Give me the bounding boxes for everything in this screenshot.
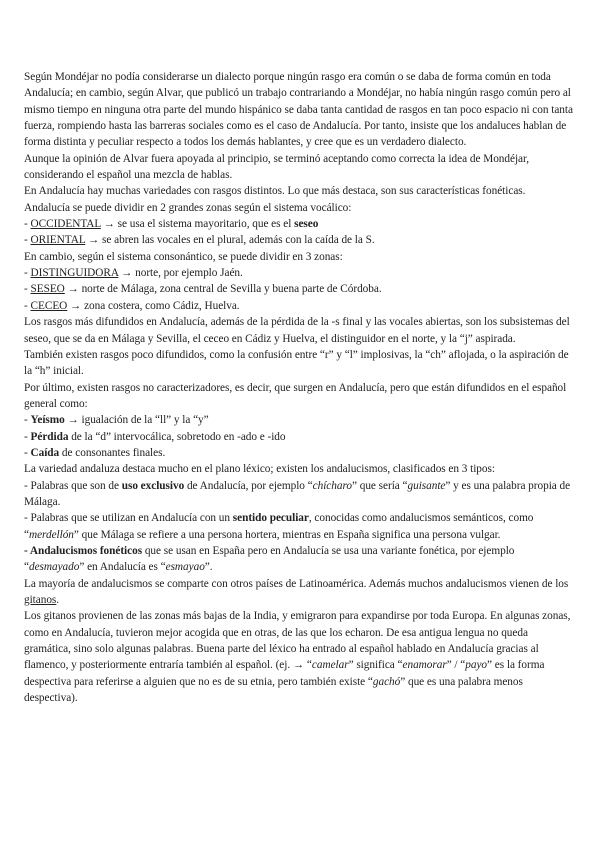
paragraph-rasgos-difundidos: Los rasgos más difundidos en Andalucía, además de la pérdida de la -s final y las vocales abiertas, son los subsistemas del seseo, que se da en Málaga y Sevilla, el ceceo en Cádiz y Huelva, el distinguidor en el norte, y la “j” aspirada. [24, 316, 570, 345]
term-occidental: OCCIDENTAL [30, 218, 101, 231]
term-ceceo: CECEO [30, 299, 68, 312]
term-distinguidora: DISTINGUIDORA [30, 267, 119, 280]
paragraph-alvar-opinion: Aunque la opinión de Alvar fuera apoyada al principio, se terminó aceptando como correcta la idea de Mondéjar, considerando el español una mezcla de hablas. [24, 152, 530, 182]
paragraph-rasgos-no-caracterizadores: Por último, existen rasgos no caracterizadores, es decir, que surgen en Andalucía, pero que están difundidos en el español general como: [24, 381, 567, 410]
paragraph-mondejar-alvar: Según Mondéjar no podía considerarse un dialecto porque ningún rasgo era común o se daba de forma común en toda Andalucía; en cambio, según Alvar, que publicó un trabajo contrariando a Mondéjar, no había ningún rasgo común pero al mismo tiempo en ninguna otra parte del mundo hispánico se daba tanta cantidad de rasgos en tan poco espacio ni con tanta fuerza, rompiendo hasta las barreras sociales como es el caso de Andalucía. Por tanto, insiste que los andaluces hablan de forma distinta y peculiar respecto a todos los demás hablantes, y cree que es un verdadero dialecto. [24, 71, 573, 149]
paragraph-variedades: En Andalucía hay muchas variedades con rasgos distintos. Lo que más destaca, son sus características fonéticas. [24, 185, 526, 198]
document-body [24, 69, 574, 706]
list-item-distinguidora: - DISTINGUIDORA → norte, por ejemplo Jaén. [24, 267, 243, 280]
term-gitanos: gitanos [24, 594, 57, 606]
list-item-perdida: - Pérdida de la “d” intervocálica, sobretodo en -ado e -ido [24, 430, 286, 443]
list-item-yeismo: - Yeísmo → igualación de la “ll” y la “y” [24, 414, 209, 427]
paragraph-gitanos: Los gitanos provienen de las zonas más bajas de la India, y emigraron para expandirse por toda Europa. En algunas zonas, como en Andalucía, tuvieron mejor acogida que en otras, de las que los echaron. De esa antigua lengua no queda gramática, sino solo algunas palabras. Buena parte del léxico ha entrado al español hablado en Andalucía gracias al flamenco, y posteriormente entraría también al español. (ej. → “camelar” significa “enamorar” / “payo” es la forma despectiva para referirse a alguien que no es de su etnia, pero también existe “gachó” que es una palabra menos despectiva). [24, 610, 571, 705]
paragraph-plano-lexico: La variedad andaluza destaca mucho en el plano léxico; existen los andalucismos, clasificados en 3 tipos: [24, 463, 495, 476]
paragraph-latinoamerica: La mayoría de andalucismos se comparte con otros países de Latinoamérica. Además muchos andalucismos vienen de los gitanos. [24, 577, 569, 606]
list-item-caida: - Caída de consonantes finales. [24, 446, 166, 459]
term-seseo: SESEO [30, 283, 65, 296]
paragraph-sistema-consonantico: En cambio, según el sistema consonántico, se puede dividir en 3 zonas: [24, 250, 343, 263]
term-oriental: ORIENTAL [30, 234, 86, 247]
list-item-seseo: - SESEO → norte de Málaga, zona central de Sevilla y buena parte de Córdoba. [24, 283, 382, 296]
list-item-andalucismos-foneticos: - Andalucismos fonéticos que se usan en España pero en Andalucía se usa una variante fonética, por ejemplo “desmayado” en Andalucía es “esmayao”. [24, 544, 515, 574]
paragraph-sistema-vocalico: Andalucía se puede dividir en 2 grandes zonas según el sistema vocálico: [24, 201, 352, 214]
paragraph-rasgos-poco-difundidos: También existen rasgos poco difundidos, como la confusión entre “r” y “l” implosivas, la “ch” aflojada, o la aspiración de la “h” inicial. [24, 348, 569, 378]
list-item-uso-exclusivo: - Palabras que son de uso exclusivo de Andalucía, por ejemplo “chícharo” que sería “guisante” y es una palabra propia de Málaga. [24, 479, 571, 508]
list-item-sentido-peculiar: - Palabras que se utilizan en Andalucía con un sentido peculiar, conocidas como andalucismos semánticos, como “merdellón” que Málaga se refiere a una persona hortera, mientras en España significa una persona vulgar. [24, 512, 534, 541]
list-item-ceceo: - CECEO → zona costera, como Cádiz, Huelva. [24, 299, 240, 312]
list-item-oriental: - ORIENTAL → se abren las vocales en el plural, además con la caída de la S. [24, 234, 375, 247]
list-item-occidental: - OCCIDENTAL → se usa el sistema mayoritario, que es el seseo [24, 218, 319, 231]
